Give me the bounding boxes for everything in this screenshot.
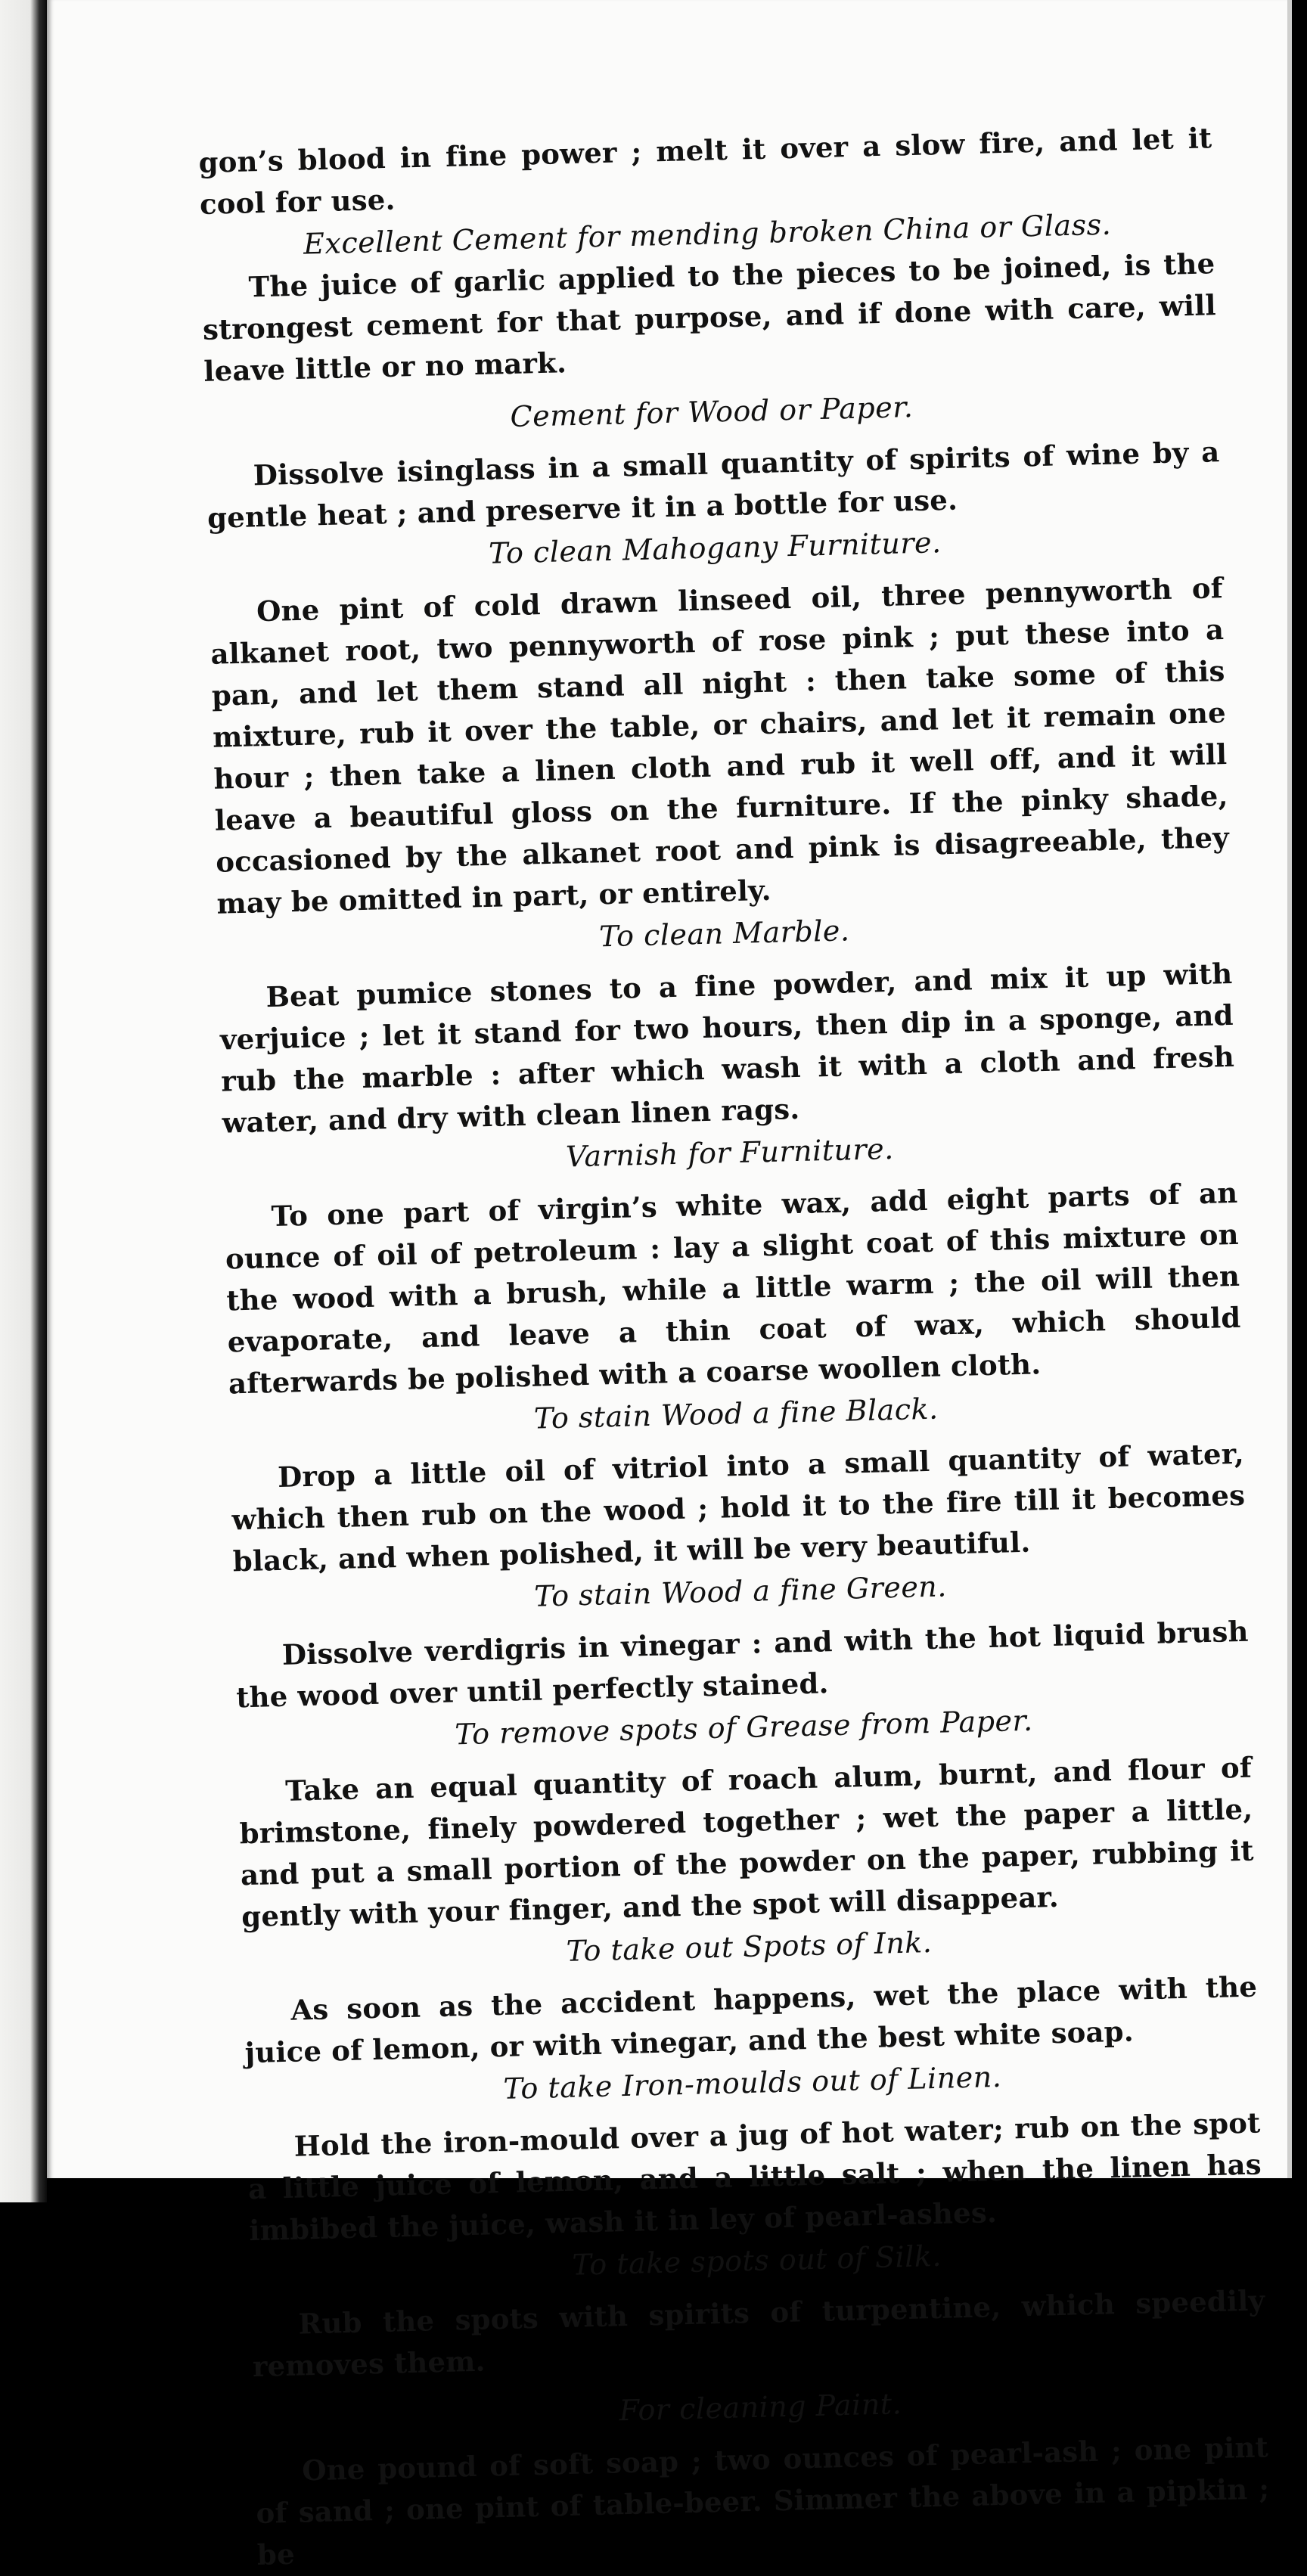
- heading-mahogany: To clean Mahogany Furniture.: [488, 526, 942, 570]
- heading-wood-paper-cement: Cement for Wood or Paper.: [510, 390, 914, 434]
- paragraph-continued: gon’s blood in fine power ; melt it over a slow fire, and let it cool for use.: [198, 121, 1212, 221]
- paragraph-china-cement: The juice of garlic applied to the pieces to be joined, is the strongest cement for that purpose, and if done with care, will leave little or no mark.: [202, 247, 1217, 388]
- paragraph-cleaning-paint: One pound of soft soap ; two ounces of pearl-ash ; one pint of sand ; one pint of table-beer. Simmer the above in a pipkin ; be: [256, 2430, 1270, 2572]
- paragraph-stain-green: Dissolve verdigris in vinegar : and with the hot liquid brush the wood over until perfectly stained.: [235, 1614, 1250, 1715]
- heading-varnish: Varnish for Furniture.: [565, 1131, 895, 1174]
- paragraph-mahogany: One pint of cold drawn linseed oil, three pennyworth of alkanet root, two pennyworth of rose pink ; put these into a pan, and let them stand all night : then take some of this mixture, rub it over the table, or chairs, and let it remain one hour ; then take a linen cloth and rub it well off, and it will leave a beautiful gloss on the furniture. If the pinky shade, occasioned by the alkanet root and pink is disagreeable, they may be omitted in part, or entirely.: [210, 571, 1230, 920]
- heading-stain-green: To stain Wood a fine Green.: [533, 1569, 948, 1613]
- heading-china-cement: Excellent Cement for mending broken China or Glass.: [303, 207, 1112, 261]
- paragraph-varnish: To one part of virgin’s white wax, add eight parts of an ounce of oil of petroleum : lay a slight coat of this mixture on the wood with a brush, while a little warm ; the oil will then evaporate, and leave a thin coat of wax, which should afterwards be polished with a coarse woollen cloth.: [225, 1175, 1241, 1401]
- paragraph-ink-spots: As soon as the accident happens, wet the place with the juice of lemon, or with vinegar, and the best white soap.: [244, 1969, 1258, 2070]
- heading-marble: To clean Marble.: [598, 914, 850, 954]
- facing-page-edge: [0, 0, 47, 2202]
- paragraph-marble: Beat pumice stones to a fine powder, and mix it up with verjuice ; let it stand for two hours, then dip in a sponge, and rub the marble : after which wash it with a cloth and fresh water, and dry with clean linen rags.: [219, 956, 1235, 1140]
- paragraph-iron-moulds: Hold the iron-mould over a jug of hot water; rub on the spot a little juice of lemon, and a little salt ; when the linen has imbibed the juice, wash it in ley of pearl-ashes.: [247, 2106, 1262, 2248]
- heading-cleaning-paint: For cleaning Paint.: [619, 2387, 902, 2428]
- book-page: [47, 0, 1292, 2572]
- heading-stain-black: To stain Wood a fine Black.: [533, 1392, 939, 1435]
- heading-ink-spots: To take out Spots of Ink.: [566, 1926, 933, 1968]
- heading-iron-moulds: To take Iron-moulds out of Linen.: [503, 2059, 1002, 2106]
- paragraph-stain-black: Drop a little oil of vitriol into a small quantity of water, which then rub on the wood ; hold it to the fire till it becomes black, and when polished, it will be very beautiful.: [231, 1436, 1246, 1578]
- page-text: [198, 117, 1271, 2576]
- paragraph-silk-spots: Rub the spots with spirits of turpentine, which speedily removes them.: [252, 2283, 1265, 2384]
- paragraph-grease-paper: Take an equal quantity of roach alum, burnt, and flour of brimstone, finely powdered together ; wet the paper a little, and put a small portion of the powder on the paper, rubbing it gently with your finger, and the spot will disappear.: [239, 1750, 1255, 1934]
- heading-grease-paper: To remove spots of Grease from Paper.: [454, 1703, 1034, 1752]
- paragraph-wood-paper-cement: Dissolve isinglass in a small quantity of spirits of wine by a gentle heat ; and preserve it in a bottle for use.: [206, 435, 1220, 535]
- heading-silk-spots: To take spots out of Silk.: [571, 2239, 942, 2282]
